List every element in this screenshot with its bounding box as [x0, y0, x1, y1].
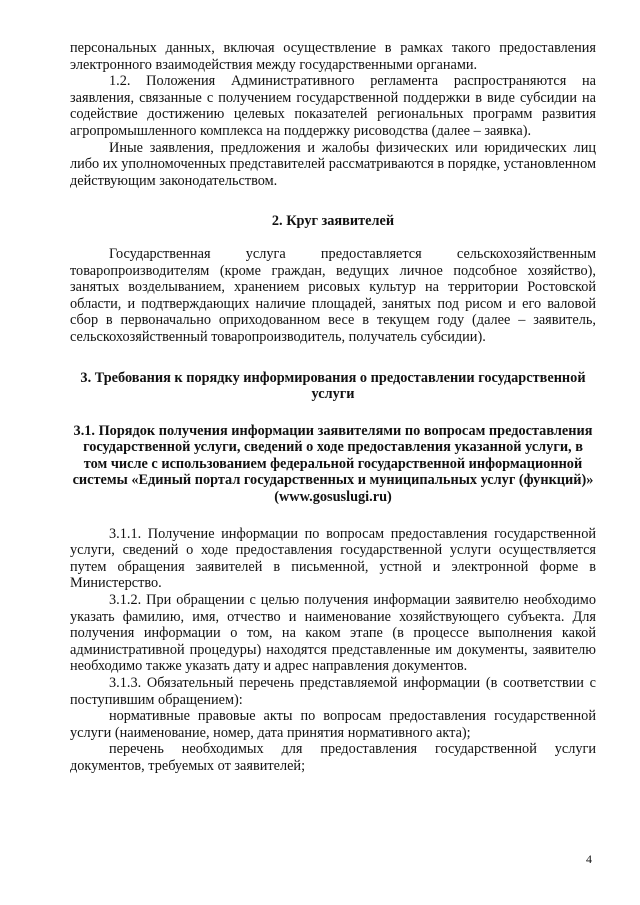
paragraph-intro: персональных данных, включая осуществление в рамках такого предоставления электронного взаимодействия между государственными органами. [70, 40, 596, 73]
heading-section-3: 3. Требования к порядку информирования о предоставлении государственной услуги [80, 369, 586, 403]
paragraph-3-1-1: 3.1.1. Получение информации по вопросам предоставления государственной услуги, сведений о ходе предоставления государственной услуги осуществляется путем обращения заявителей в письменной, устной и электронной форме в Министерство. [70, 525, 596, 592]
paragraph-applicants: Государственная услуга предоставляется сельскохозяйственным товаропроизводителям (кроме граждан, ведущих личное подсобное хозяйство), занятых возделыванием, хранением рисовых культур на территории Ростовской области, и подтверждающих наличие площадей, занятых под рисом и его валовой сбор в первоначально оприходованном весе в текущем году (далее – заявитель, сельскохозяйственный товаропроизводитель, получатель субсидии). [70, 245, 596, 345]
heading-section-2: 2. Круг заявителей [271, 213, 395, 230]
heading-subsection-3-1: 3.1. Порядок получения информации заявителями по вопросам предоставления государственной услуги, сведений о ходе предоставления указанной услуги, в том числе с использованием федеральной государственной информационной системы «Единый портал государственных и муниципальных услуг (функций)» (www.gosuslugi.ru) [72, 422, 594, 506]
document-page [70, 40, 596, 775]
paragraph-1-2: 1.2. Положения Административного регламента распространяются на заявления, связанные с получением государственной поддержки в виде субсидии на содействие достижению целевых показателей региональных программ развития агропромышленного комплекса на поддержку рисоводства (далее – заявка). [70, 73, 596, 139]
paragraph-3-1-3: 3.1.3. Обязательный перечень представляемой информации (в соответствии с поступившим обращением): [70, 675, 596, 708]
paragraph-3-1-2: 3.1.2. При обращении с целью получения информации заявителю необходимо указать фамилию, имя, отчество и наименование хозяйствующего субъекта. Для получения информации о том, на каком этапе (в процессе выполнения какой административной процедуры) находятся представленные им документы, заявителю необходимо также указать дату и адрес направления документов. [70, 592, 596, 675]
paragraph-normative-acts: нормативные правовые акты по вопросам предоставления государственной услуги (наименование, номер, дата принятия нормативного акта); [70, 708, 596, 741]
paragraph-documents-list: перечень необходимых для предоставления государственной услуги документов, требуемых от заявителей; [70, 741, 596, 774]
paragraph-other-appeals: Иные заявления, предложения и жалобы физических или юридических лиц либо их уполномоченных представителей рассматриваются в порядке, установленном действующим законодательством. [70, 139, 596, 189]
page-number: 4 [586, 852, 592, 866]
